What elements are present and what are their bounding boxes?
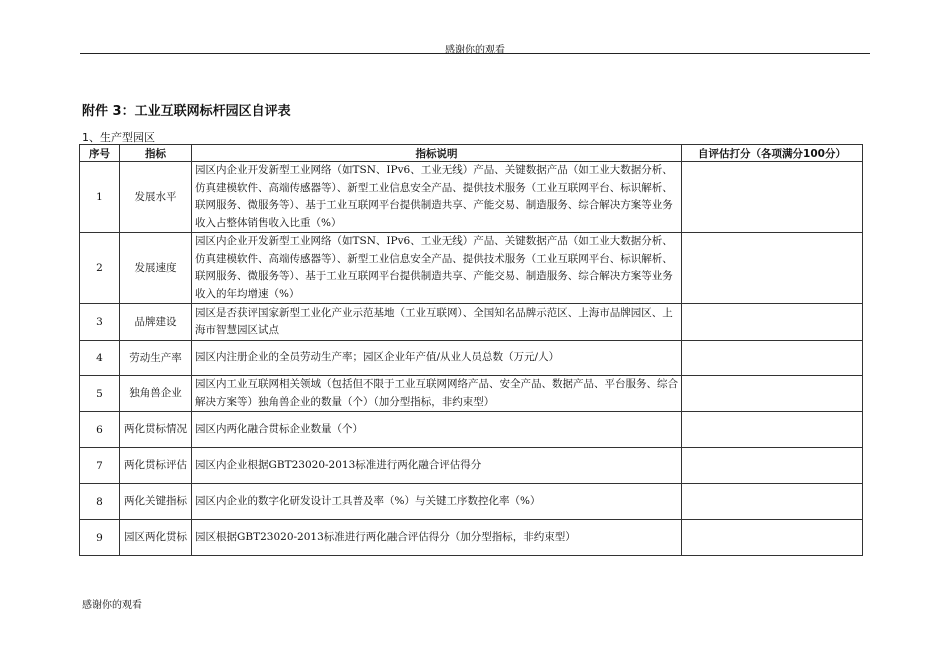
row-description: 园区内工业互联网相关领域（包括但不限于工业互联网网络产品、安全产品、数据产品、平台服务、综合解决方案等）独角兽企业的数量（个）（加分型指标，非约束型）	[192, 376, 682, 412]
row-number: 8	[80, 484, 120, 520]
page-footer: 感谢你的观看	[82, 600, 142, 611]
row-number: 2	[80, 233, 120, 304]
table-row	[80, 162, 863, 233]
score-cell[interactable]	[682, 412, 863, 448]
table-row	[80, 484, 863, 520]
score-cell[interactable]	[682, 448, 863, 484]
row-number: 4	[80, 341, 120, 376]
table-header-row	[80, 145, 863, 162]
row-description: 园区是否获评国家新型工业化产业示范基地（工业互联网）、全国知名品牌示范区、上海市品牌园区、上海市智慧园区试点	[192, 304, 682, 341]
table-row	[80, 520, 863, 556]
table-row	[80, 448, 863, 484]
row-indicator: 发展水平	[120, 162, 192, 233]
header-divider	[80, 53, 870, 54]
row-description: 园区内注册企业的全员劳动生产率；园区企业年产值/从业人员总数（万元/人）	[192, 341, 682, 376]
row-number: 3	[80, 304, 120, 341]
column-header-no: 序号	[80, 145, 120, 162]
score-cell[interactable]	[682, 162, 863, 233]
row-indicator: 品牌建设	[120, 304, 192, 341]
column-header-description: 指标说明	[192, 145, 682, 162]
row-indicator: 劳动生产率	[120, 341, 192, 376]
page-header: 感谢你的观看	[445, 45, 505, 56]
document-title: 附件 3：工业互联网标杆园区自评表	[82, 104, 291, 119]
column-header-indicator: 指标	[120, 145, 192, 162]
score-cell[interactable]	[682, 520, 863, 556]
row-description: 园区内企业根据GBT23020-2013标准进行两化融合评估得分	[192, 448, 682, 484]
score-cell[interactable]	[682, 233, 863, 304]
table-row	[80, 341, 863, 376]
row-number: 1	[80, 162, 120, 233]
row-indicator: 发展速度	[120, 233, 192, 304]
row-number: 5	[80, 376, 120, 412]
score-cell[interactable]	[682, 341, 863, 376]
score-cell[interactable]	[682, 376, 863, 412]
table-row	[80, 304, 863, 341]
column-header-score: 自评估打分（各项满分100分）	[682, 145, 863, 162]
row-number: 7	[80, 448, 120, 484]
table-row	[80, 376, 863, 412]
row-number: 9	[80, 520, 120, 556]
self-evaluation-table	[79, 144, 863, 556]
row-indicator: 独角兽企业	[120, 376, 192, 412]
row-description: 园区内企业的数字化研发设计工具普及率（%）与关键工序数控化率（%）	[192, 484, 682, 520]
row-number: 6	[80, 412, 120, 448]
row-description: 园区根据GBT23020-2013标准进行两化融合评估得分（加分型指标，非约束型）	[192, 520, 682, 556]
row-description: 园区内两化融合贯标企业数量（个）	[192, 412, 682, 448]
row-description: 园区内企业开发新型工业网络（如TSN、IPv6、工业无线）产品、关键数据产品（如工业大数据分析、仿真建模软件、高端传感器等）、新型工业信息安全产品、提供技术服务（工业互联网平台、标识解析、联网服务、微服务等）、基于工业互联网平台提供制造共享、产能交易、制造服务、综合解决方案等业务收入的年均增速（%）	[192, 233, 682, 304]
score-cell[interactable]	[682, 484, 863, 520]
table-row	[80, 412, 863, 448]
score-cell[interactable]	[682, 304, 863, 341]
row-indicator: 园区两化贯标	[120, 520, 192, 556]
table-row	[80, 233, 863, 304]
section-label: 1、生产型园区	[82, 131, 155, 144]
row-indicator: 两化贯标评估	[120, 448, 192, 484]
row-indicator: 两化关键指标	[120, 484, 192, 520]
row-description: 园区内企业开发新型工业网络（如TSN、IPv6、工业无线）产品、关键数据产品（如工业大数据分析、仿真建模软件、高端传感器等）、新型工业信息安全产品、提供技术服务（工业互联网平台、标识解析、联网服务、微服务等）、基于工业互联网平台提供制造共享、产能交易、制造服务、综合解决方案等业务收入占整体销售收入比重（%）	[192, 162, 682, 233]
row-indicator: 两化贯标情况	[120, 412, 192, 448]
